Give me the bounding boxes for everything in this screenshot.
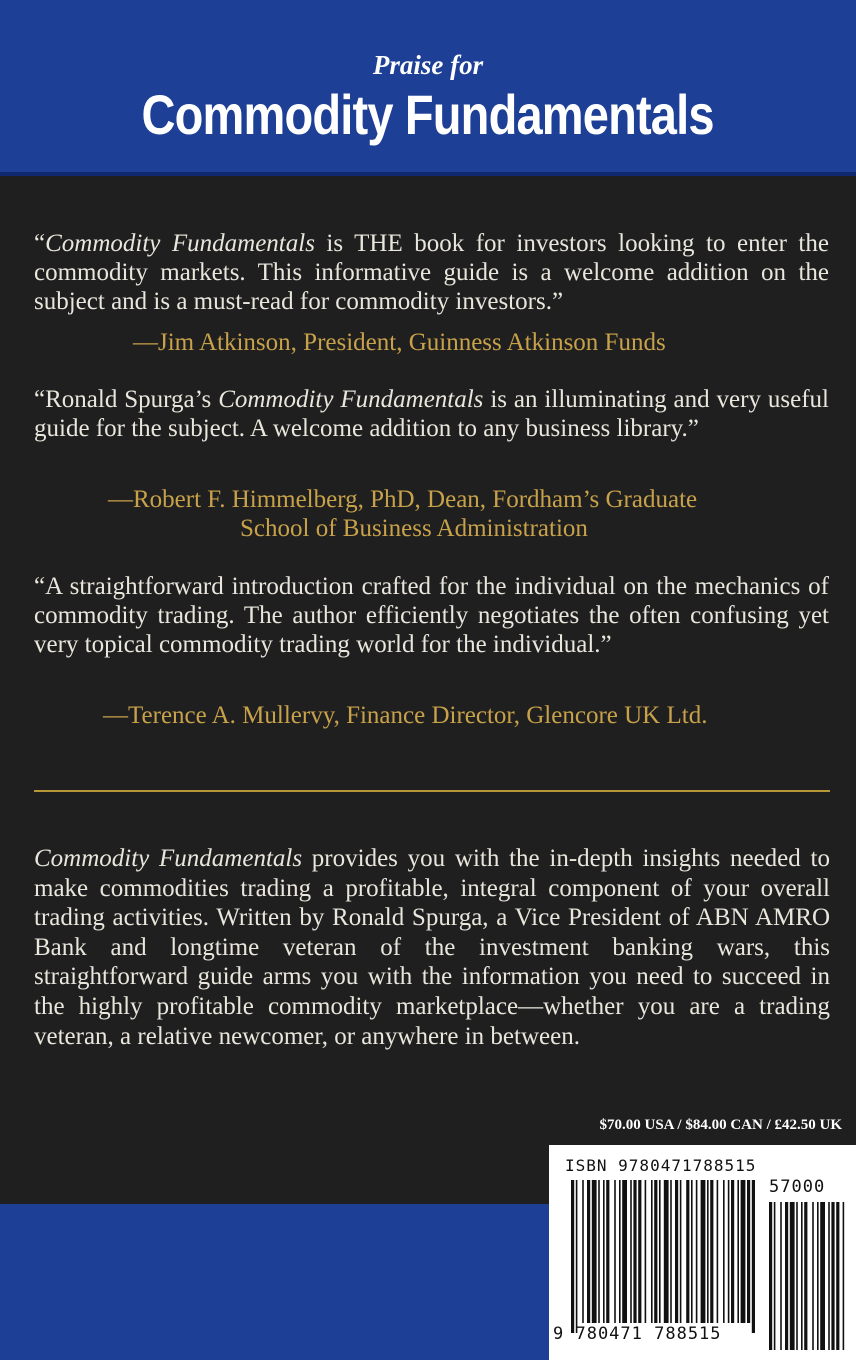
quote-2-text-before: “Ronald Spurga’s	[34, 386, 219, 413]
barcode-bar	[686, 1180, 689, 1323]
barcode-bar	[785, 1202, 788, 1350]
barcode-bar	[614, 1180, 616, 1323]
barcode-bar	[598, 1180, 600, 1323]
book-title	[0, 78, 856, 152]
quote-2-attribution-line1: —Robert F. Himmelberg, PhD, Dean, Fordham’s Graduate	[108, 486, 698, 513]
barcode-bar	[701, 1180, 706, 1323]
quote-1-book-title: Commodity Fundamentals	[45, 230, 315, 257]
barcode-bar	[576, 1180, 578, 1333]
barcode-bar	[587, 1180, 590, 1323]
barcode-bar	[707, 1180, 709, 1323]
gold-divider	[34, 790, 830, 792]
quote-3	[34, 572, 829, 659]
barcode-bar	[691, 1180, 693, 1323]
barcode-bar	[831, 1202, 834, 1350]
barcode-bar	[633, 1180, 636, 1323]
quote-2	[34, 385, 829, 443]
barcode-bar	[675, 1180, 678, 1323]
barcode-bar	[769, 1202, 772, 1350]
description-text: provides you with the in-depth insights needed to make commodities trading a profitable, integral component of your overall trading activities. Written by Ronald Spurga, a Vice President of ABN AMRO Bank and longtime veteran of the investment banking wars, this straightforward guide arms you with the information you need to succeed in the highly profitable commodity marketplace—whether you are a trading veteran, a relative newcomer, or anywhere in between.	[34, 845, 830, 1050]
quote-3-text: “A straightforward introduction crafted for the individual on the mechanics of commodity trading. The author efficiently negotiates the often confusing yet very topical commodity trading world for the individual.”	[34, 573, 829, 658]
barcode-bar	[622, 1180, 627, 1323]
barcode-bar	[843, 1202, 845, 1350]
barcode-bar	[812, 1202, 814, 1350]
barcode-bar	[659, 1180, 661, 1323]
barcode-bar	[603, 1180, 605, 1323]
quote-1-text: is THE book for investors looking to enter the commodity markets. This informative guide is a welcome addition on the subject and is a must-read for commodity investors.”	[34, 230, 829, 315]
barcode-bar	[828, 1202, 830, 1350]
price-code-label: 57000	[769, 1177, 826, 1197]
barcode-bar	[731, 1180, 734, 1323]
praise-for-label: Praise for	[372, 50, 484, 80]
barcode-bar	[670, 1180, 672, 1323]
barcode-bar	[774, 1202, 776, 1350]
price-line: $70.00 USA / $84.00 CAN / £42.50 UK	[599, 1117, 842, 1133]
barcode-panel	[549, 1145, 856, 1360]
barcode-bar	[780, 1202, 782, 1350]
barcode-bar	[817, 1202, 819, 1350]
barcode-bar	[696, 1180, 698, 1323]
barcode-bar	[619, 1180, 621, 1323]
barcode-bar	[630, 1180, 632, 1323]
barcode-bar	[790, 1202, 795, 1350]
quote-2-attribution-line2: School of Business Administration	[240, 515, 588, 542]
barcode-bar	[717, 1180, 719, 1323]
book-description	[34, 844, 830, 1051]
barcode-bar	[645, 1180, 647, 1323]
quote-1: “Commodity Fundamentals is THE book for investors looking to enter the commodity markets. This informative guide is a welcome addition on the subject and is a must-read for commodity investors.”	[34, 230, 829, 315]
barcode-bar	[638, 1180, 641, 1323]
barcode-bar	[820, 1202, 825, 1350]
barcode-bar	[747, 1180, 750, 1323]
quote-2-text: is an illuminating and very useful guide for the subject. A welcome addition to any business library.”	[34, 386, 829, 442]
main-barcode-bars	[571, 1180, 755, 1333]
quote-3-attribution: —Terence A. Mullervy, Finance Director, Glencore UK Ltd.	[103, 702, 708, 729]
description-book-title: Commodity Fundamentals	[34, 845, 303, 872]
isbn-label: ISBN 9780471788515	[565, 1156, 757, 1175]
barcode-bar	[592, 1180, 597, 1323]
barcode-digits: 9 780471 788515	[553, 1324, 722, 1344]
barcode-bar	[606, 1180, 609, 1323]
barcode-bar	[680, 1180, 682, 1323]
barcode-bar	[654, 1180, 657, 1323]
barcode-bar	[582, 1180, 584, 1323]
barcode-bar	[801, 1202, 803, 1350]
barcode-bar	[796, 1202, 798, 1350]
barcode-bar	[741, 1180, 746, 1323]
barcode-bar	[737, 1180, 739, 1323]
barcode-bar	[664, 1180, 669, 1323]
barcode-bar	[836, 1202, 839, 1350]
barcode-bar	[728, 1180, 730, 1323]
barcode-bar	[571, 1180, 574, 1333]
addon-barcode-bars	[769, 1202, 844, 1350]
barcode-bar	[651, 1180, 653, 1323]
barcode-bar	[723, 1180, 725, 1323]
barcode-bar	[804, 1202, 807, 1350]
barcode-bar	[752, 1180, 755, 1333]
barcode-bar	[710, 1180, 713, 1323]
book-title-text: Commodity Fundamentals	[141, 83, 715, 146]
quote-2-book-title: Commodity Fundamentals	[218, 386, 484, 413]
quote-1-attribution: —Jim Atkinson, President, Guinness Atkinson Funds	[133, 329, 666, 356]
